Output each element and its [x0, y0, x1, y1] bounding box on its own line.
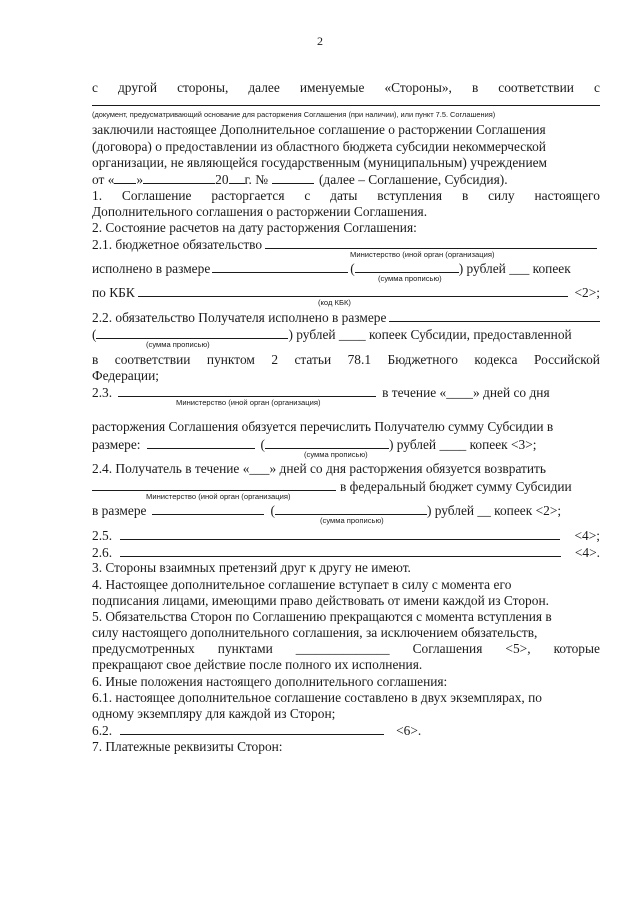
p2-title: 2. Состояние расчетов на дату расторжения Соглашения: [92, 220, 417, 235]
kbk-label: по КБК [92, 285, 135, 300]
word: соответствии [498, 80, 574, 95]
p22-amount-blank[interactable] [389, 309, 600, 322]
word: Соглашение [121, 188, 192, 203]
p22-label: 2.2. обязательство Получателя исполнено в размере [92, 310, 387, 325]
executed-label: исполнено в размере [92, 261, 211, 276]
day-blank[interactable] [114, 171, 136, 184]
agreement-number-blank[interactable] [272, 171, 314, 184]
word: даты [330, 188, 358, 203]
word: <5>, [505, 641, 531, 656]
word: 78.1 [347, 352, 372, 367]
word: расторгается [211, 188, 285, 203]
number-label: г. № [244, 172, 268, 187]
p24-budget: в федеральный бюджет сумму Субсидии [340, 479, 572, 494]
word: Бюджетного [387, 352, 458, 367]
page-number: 2 [317, 34, 323, 48]
word: Российской [533, 352, 600, 367]
word: стороны, [177, 80, 229, 95]
p26-label: 2.6. [92, 545, 113, 560]
kbk-blank[interactable] [138, 284, 569, 297]
p23-label: 2.3. [92, 385, 113, 400]
p22-sum-caption: (сумма прописью) [146, 340, 210, 349]
p26-blank[interactable] [120, 544, 561, 557]
word: 2 [271, 352, 279, 367]
word: силу [488, 188, 515, 203]
intro-line-2: заключили настоящее Дополнительное соглашение о расторжении Соглашения [92, 122, 546, 137]
p23-ministry-caption: Министерство (иной орган (организация) [176, 398, 321, 407]
p21-executed-line: исполнено в размере ( ) рублей ___ копеек [92, 261, 571, 276]
p23-words-blank[interactable] [265, 436, 389, 449]
word: пунктами [217, 641, 273, 656]
word: пунктом [206, 352, 255, 367]
p24-ministry-caption: Министерство (иной орган (организация) [146, 492, 291, 501]
p25-line [92, 527, 600, 544]
p22-line-2: ( ) рублей ____ копеек Субсидии, предоставленной [92, 327, 572, 342]
p1-line-2: Дополнительного соглашения о расторжении Соглашения. [92, 204, 428, 219]
p22-words-blank[interactable] [96, 326, 288, 339]
p22-rub: ) рублей ____ копеек Субсидии, предоставленной [288, 327, 572, 342]
p23-ministry-blank[interactable] [118, 384, 376, 397]
p61-line-2: одному экземпляру для каждой из Сторон; [92, 706, 336, 721]
word: далее [248, 80, 280, 95]
p21-ministry-caption: Министерство (иной орган (организация) [350, 250, 495, 259]
p5-line-4: прекращают свое действие после полного их исполнения. [92, 657, 423, 672]
word: с [92, 80, 98, 95]
p21-line [92, 236, 600, 253]
p24-rub: ) рублей __ копеек <2>; [426, 503, 562, 518]
kbk-caption: (код КБК) [318, 298, 351, 307]
p24-line-1: 2.4. Получатель в течение «___» дней со дня расторжения обязуется возвратить [92, 461, 547, 476]
word: соответствии [114, 352, 191, 367]
p3-line: 3. Стороны взаимных претензий друг к другу не имеют. [92, 560, 411, 575]
p24-ministry-blank[interactable] [92, 478, 336, 491]
word: вступления [377, 188, 443, 203]
word: кодекса [474, 352, 518, 367]
word: предусмотренных [92, 641, 195, 656]
intro-line-4: организации, не являющейся государственным (муниципальным) учреждением [92, 155, 548, 170]
word: именуемые [299, 80, 365, 95]
p22-line-4: Федерации; [92, 368, 159, 383]
p24-size: в размере [92, 503, 147, 518]
p26-ref: <4>. [574, 545, 600, 560]
p62-line [92, 722, 600, 739]
p23-line-3: размере: ( ) рублей ____ копеек <3>; [92, 437, 537, 452]
p1-line-1 [92, 188, 600, 204]
p4-line-2: подписания лицами, имеющими право действовать от имени каждой из Сторон. [92, 593, 549, 608]
document-basis-blank[interactable] [92, 93, 600, 106]
p23-rub: ) рублей ____ копеек <3>; [388, 437, 537, 452]
date-suffix: (далее – Соглашение, Субсидия). [318, 172, 508, 187]
word: в [471, 80, 479, 95]
word: с [594, 80, 600, 95]
intro-line-3: (договора) о предоставлении из областного бюджета субсидии некоммерческой [92, 139, 546, 154]
p23-sum-caption: (сумма прописью) [304, 450, 368, 459]
p61-line-1: 6.1. настоящее дополнительное соглашение составлено в двух экземплярах, по [92, 690, 542, 705]
word: «Стороны», [384, 80, 452, 95]
year-blank[interactable] [229, 171, 245, 184]
kbk-ref: <2>; [574, 285, 600, 300]
p5-line-1: 5. Обязательства Сторон по Соглашению прекращаются с момента вступления в [92, 609, 552, 624]
executed-words-blank[interactable] [355, 260, 459, 273]
p62-blank[interactable] [120, 722, 384, 735]
month-blank[interactable] [143, 171, 215, 184]
word: в [461, 188, 469, 203]
p24-words-blank[interactable] [275, 502, 427, 515]
document-basis-caption: (документ, предусматривающий основание для расторжения Соглашения (при наличии), или пункт 7.5. Соглашения) [92, 110, 496, 119]
p23-line-1 [92, 384, 600, 401]
p22-line-3 [92, 352, 600, 368]
p23-amount-blank[interactable] [147, 436, 255, 449]
p25-label: 2.5. [92, 528, 113, 543]
p23-size: размере: [92, 437, 141, 452]
word: настоящего [534, 188, 600, 203]
p5-line-2: силу настоящего дополнительного соглашения, за исключением обязательств, [92, 625, 538, 640]
p25-blank[interactable] [120, 527, 560, 540]
p25-ref: <4>; [574, 528, 600, 543]
word: которые [553, 641, 600, 656]
intro-date-line [92, 171, 600, 188]
p22-line-1 [92, 309, 600, 326]
p6-title: 6. Иные положения настоящего дополнительного соглашения: [92, 674, 448, 689]
word: статьи [294, 352, 332, 367]
word: с [304, 188, 311, 203]
p24-sum-caption: (сумма прописью) [320, 516, 384, 525]
p7-line: 7. Платежные реквизиты Сторон: [92, 739, 283, 754]
executed-amount-blank[interactable] [212, 260, 348, 273]
p62-ref: <6>. [396, 723, 422, 738]
p21-ministry-blank[interactable] [265, 236, 597, 249]
word: 1. [92, 188, 103, 203]
word: ______________ [295, 641, 390, 656]
p24-amount-blank[interactable] [152, 502, 264, 515]
executed-sum-caption: (сумма прописью) [378, 274, 442, 283]
p24-line-3: в размере ( ) рублей __ копеек <2>; [92, 503, 562, 518]
word: в [92, 352, 99, 367]
p5-line-3 [92, 641, 600, 657]
p4-line-1: 4. Настоящее дополнительное соглашение вступает в силу с момента его [92, 577, 512, 592]
p26-line [92, 544, 600, 561]
year-prefix: 20 [215, 172, 229, 187]
date-prefix: от « [92, 172, 115, 187]
executed-rub-kop: ) рублей ___ копеек [458, 261, 571, 276]
p62-label: 6.2. [92, 723, 113, 738]
word: Соглашения [412, 641, 483, 656]
p21-label: 2.1. бюджетное обязательство [92, 237, 263, 252]
p23-line-2: расторжения Соглашения обязуется перечислить Получателю сумму Субсидии в [92, 419, 554, 434]
date-quote: » [136, 172, 144, 187]
word: другой [117, 80, 158, 95]
p23-term: в течение «____» дней со дня [382, 385, 550, 400]
